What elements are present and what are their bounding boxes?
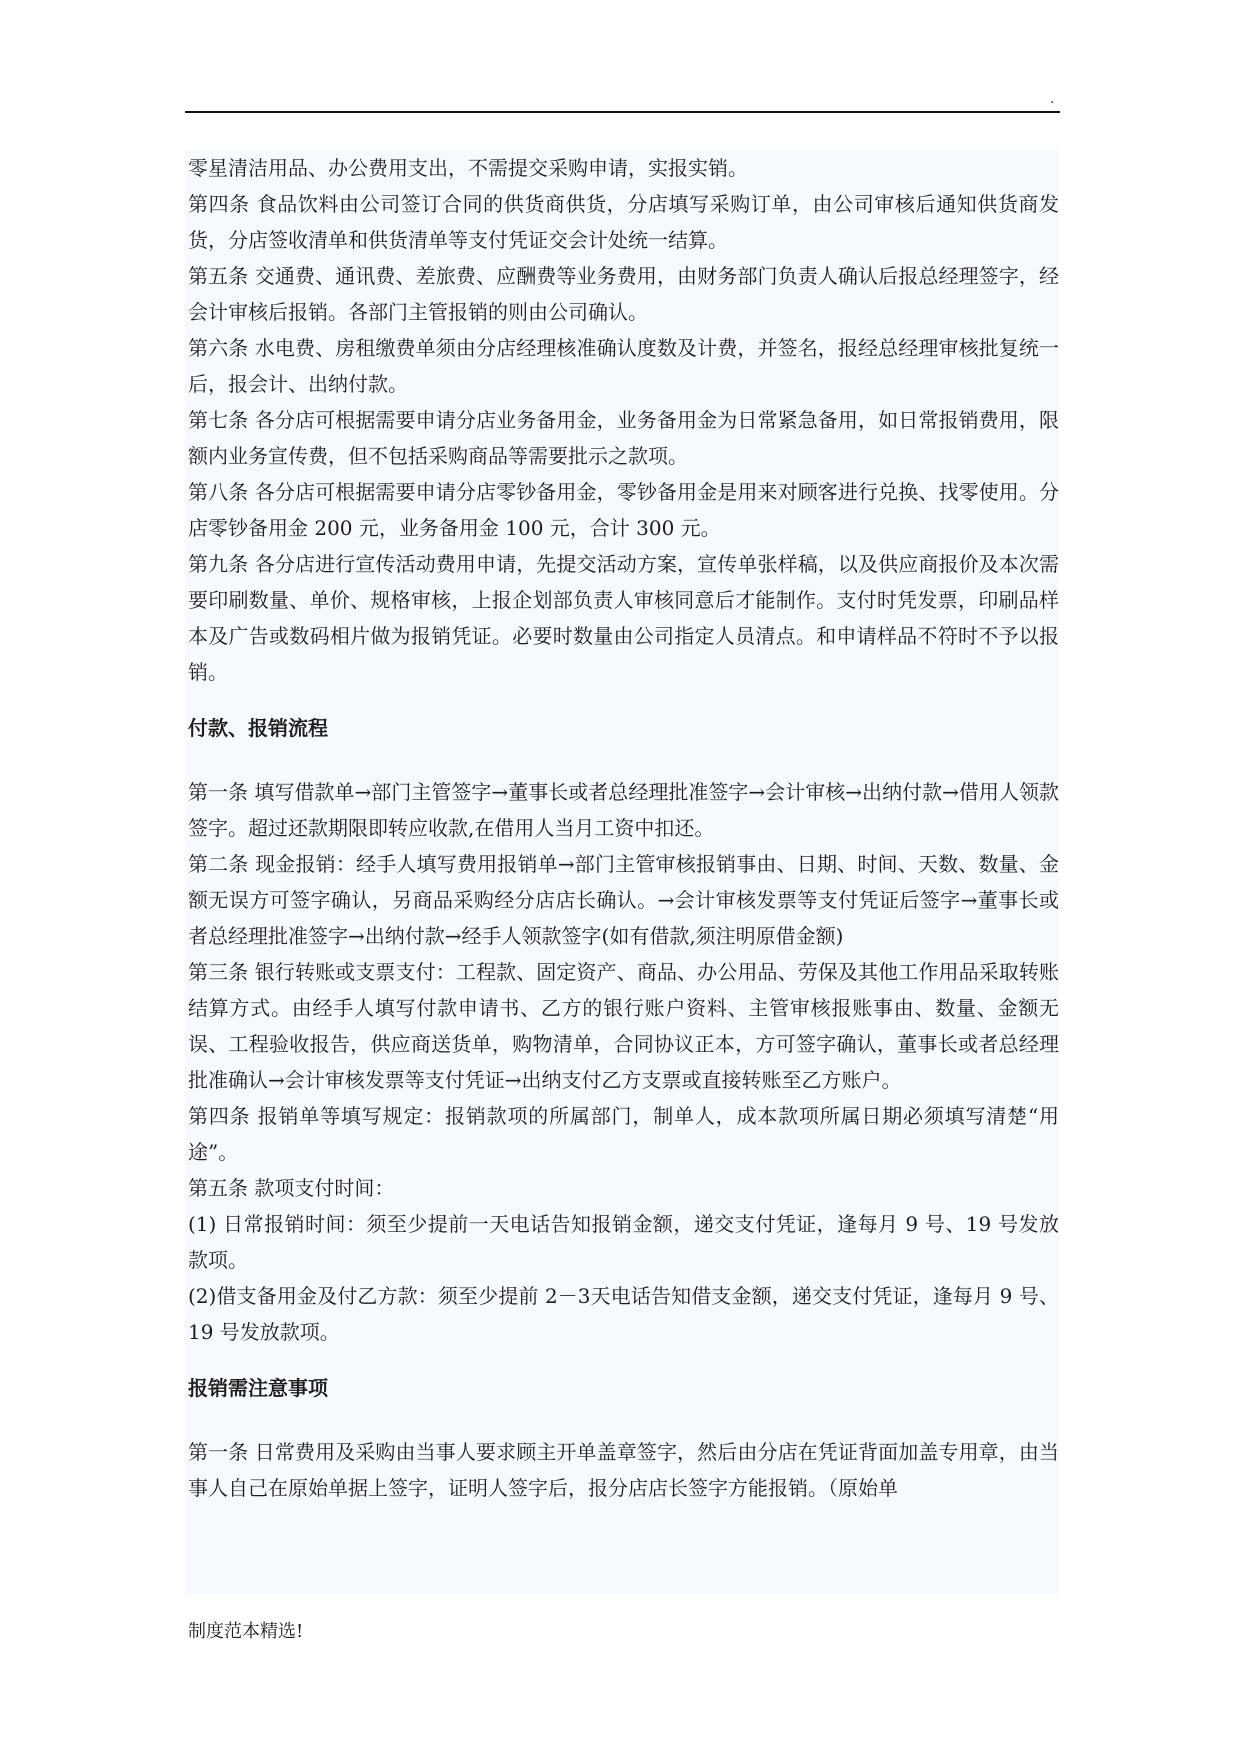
header-mark: . <box>1050 91 1055 107</box>
article-paragraph: 第一条 日常费用及采购由当事人要求顾主开单盖章签字，然后由分店在凭证背面加盖专用章，由当事人自己在原始单据上签字，证明人签字后，报分店店长签字方能报销。（原始单 <box>188 1440 1059 1500</box>
intro-paragraph: 零星清洁用品、办公费用支出，不需提交采购申请，实报实销。 <box>188 156 748 180</box>
section-heading-reimbursement-notes: 报销需注意事项 <box>188 1376 328 1400</box>
article-paragraph: 第七条 各分店可根据需要申请分店业务备用金，业务备用金为日常紧急备用，如日常报销费用，限额内业务宣传费，但不包括采购商品等需要批示之款项。 <box>188 408 1059 468</box>
section-heading-payment-process: 付款、报销流程 <box>188 716 328 740</box>
article-paragraph: 第二条 现金报销：经手人填写费用报销单→部门主管审核报销事由、日期、时间、天数、数量、金额无误方可签字确认，另商品采购经分店店长确认。→会计审核发票等支付凭证后签字→董事长或者总经理批准签字→出纳付款→经手人领款签字(如有借款,须注明原借金额) <box>188 852 1059 948</box>
article-paragraph: 第六条 水电费、房租缴费单须由分店经理核准确认度数及计费，并签名，报经总经理审核批复统一后，报会计、出纳付款。 <box>188 336 1059 396</box>
article-paragraph: 第一条 填写借款单→部门主管签字→董事长或者总经理批准签字→会计审核→出纳付款→借用人领款签字。超过还款期限即转应收款,在借用人当月工资中扣还。 <box>188 780 1059 840</box>
article-paragraph: 第四条 食品饮料由公司签订合同的供货商供货，分店填写采购订单，由公司审核后通知供货商发货，分店签收清单和供货清单等支付凭证交会计处统一结算。 <box>188 192 1059 252</box>
document-body <box>185 150 1059 1595</box>
article-paragraph: (1) 日常报销时间：须至少提前一天电话告知报销金额，递交支付凭证，逢每月 9 号、19 号发放款项。 <box>188 1212 1059 1272</box>
header-rule <box>185 111 1060 113</box>
article-paragraph: 第三条 银行转账或支票支付：工程款、固定资产、商品、办公用品、劳保及其他工作用品采取转账结算方式。由经手人填写付款申请书、乙方的银行账户资料、主管审核报账事由、数量、金额无误、工程验收报告，供应商送货单，购物清单，合同协议正本，方可签字确认，董事长或者总经理批准确认→会计审核发票等支付凭证→出纳支付乙方支票或直接转账至乙方账户。 <box>188 960 1059 1092</box>
article-paragraph: 第八条 各分店可根据需要申请分店零钞备用金，零钞备用金是用来对顾客进行兑换、找零使用。分店零钞备用金 200 元，业务备用金 100 元，合计 300 元。 <box>188 480 1059 540</box>
article-paragraph: (2)借支备用金及付乙方款：须至少提前 2－3天电话告知借支金额，递交支付凭证，逢每月 9 号、19 号发放款项。 <box>188 1284 1059 1344</box>
article-paragraph: 第五条 交通费、通讯费、差旅费、应酬费等业务费用，由财务部门负责人确认后报总经理签字，经会计审核后报销。各部门主管报销的则由公司确认。 <box>188 264 1059 324</box>
article-paragraph: 第四条 报销单等填写规定：报销款项的所属部门，制单人，成本款项所属日期必须填写清楚“用途”。 <box>188 1104 1059 1164</box>
article-paragraph: 第九条 各分店进行宣传活动费用申请，先提交活动方案，宣传单张样稿，以及供应商报价及本次需要印刷数量、单价、规格审核，上报企划部负责人审核同意后才能制作。支付时凭发票，印刷品样本及广告或数码相片做为报销凭证。必要时数量由公司指定人员清点。和申请样品不符时不予以报销。 <box>188 552 1059 684</box>
footer-note: 制度范本精选! <box>188 1621 304 1642</box>
article-paragraph: 第五条 款项支付时间： <box>188 1176 395 1200</box>
